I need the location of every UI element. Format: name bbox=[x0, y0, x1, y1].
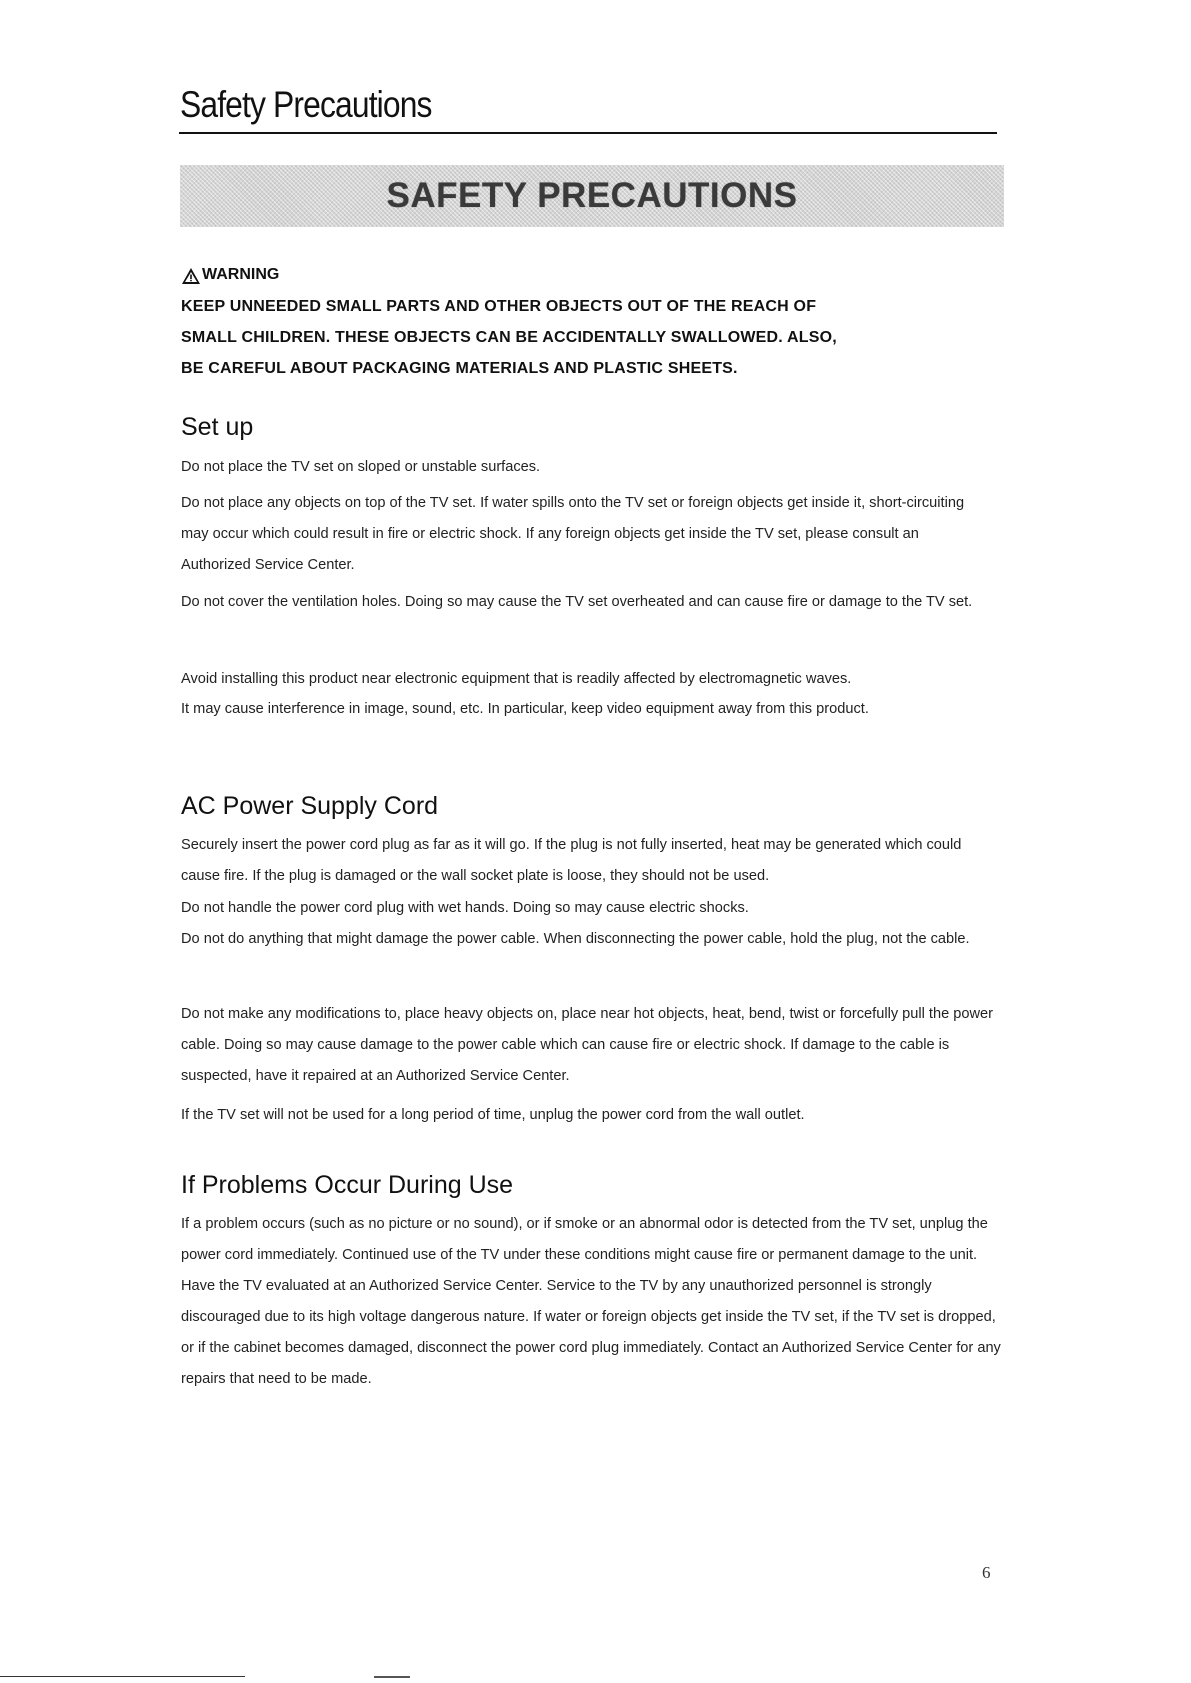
scan-edge-line bbox=[0, 1676, 245, 1677]
ac-power-paragraph: If the TV set will not be used for a long period of time, unplug the power cord from the wall outlet. bbox=[181, 1107, 805, 1123]
scan-edge-line bbox=[374, 1676, 410, 1678]
ac-power-paragraph: Securely insert the power cord plug as far as it will go. If the plug is not fully inserted, heat may be generated which could cause fire. If the plug is damaged or the wall socket plate is loose, they should not be used. bbox=[181, 837, 962, 884]
banner-title: SAFETY PRECAUTIONS bbox=[386, 176, 798, 215]
section-banner bbox=[180, 165, 1004, 227]
warning-text bbox=[181, 291, 981, 384]
page-number: 6 bbox=[982, 1563, 991, 1582]
warning-line: SMALL CHILDREN. THESE OBJECTS CAN BE ACCIDENTALLY SWALLOWED. ALSO, bbox=[181, 329, 837, 346]
ac-power-paragraph: Do not do anything that might damage the power cable. When disconnecting the power cable, hold the plug, not the cable. bbox=[181, 931, 970, 947]
setup-paragraph: Do not place any objects on top of the TV set. If water spills onto the TV set or foreign objects get inside it, short-circuiting may occur which could result in fire or electric shock. If any foreign objects get inside the TV set, please consult an Authorized Service Center. bbox=[181, 495, 965, 573]
warning-line: BE CAREFUL ABOUT PACKAGING MATERIALS AND PLASTIC SHEETS. bbox=[181, 360, 738, 377]
setup-paragraph: Do not place the TV set on sloped or unstable surfaces. bbox=[181, 459, 541, 475]
warning-triangle-icon bbox=[181, 267, 201, 285]
title-underline bbox=[179, 132, 997, 134]
heading-if-problems-occur: If Problems Occur During Use bbox=[181, 1171, 514, 1199]
heading-ac-power-supply-cord: AC Power Supply Cord bbox=[181, 792, 439, 820]
heading-set-up: Set up bbox=[181, 413, 254, 441]
ac-power-paragraph: Do not handle the power cord plug with wet hands. Doing so may cause electric shocks. bbox=[181, 900, 749, 916]
setup-paragraph: Avoid installing this product near electronic equipment that is readily affected by electromagnetic waves. bbox=[181, 671, 852, 687]
ac-power-paragraph: Do not make any modifications to, place heavy objects on, place near hot objects, heat, bend, twist or forcefully pull the power cable. Doing so may cause damage to the power cable which can cause fire or electric shock. If damage to the cable is suspected, have it repaired at an Authorized Service Center. bbox=[181, 1006, 994, 1084]
page-title: Safety Precautions bbox=[180, 84, 432, 125]
setup-paragraph: It may cause interference in image, sound, etc. In particular, keep video equipment away from this product. bbox=[181, 701, 869, 717]
warning-block bbox=[181, 265, 981, 384]
warning-label: WARNING bbox=[202, 266, 280, 283]
problems-paragraph: If a problem occurs (such as no picture or no sound), or if smoke or an abnormal odor is detected from the TV set, unplug the power cord immediately. Continued use of the TV under these conditions might cause fire or permanent damage to the unit. Have the TV evaluated at an Authorized Service Center. Service to the TV by any unauthorized personnel is strongly discouraged due to its high voltage dangerous nature. If water or foreign objects get inside the TV set, if the TV set is dropped, or if the cabinet becomes damaged, disconnect the power cord plug immediately. Contact an Authorized Service Center for any repairs that need to be made. bbox=[181, 1216, 1001, 1387]
setup-paragraph: Do not cover the ventilation holes. Doing so may cause the TV set overheated and can cause fire or damage to the TV set. bbox=[181, 594, 973, 610]
warning-header bbox=[181, 265, 981, 285]
warning-line: KEEP UNNEEDED SMALL PARTS AND OTHER OBJECTS OUT OF THE REACH OF bbox=[181, 298, 817, 315]
